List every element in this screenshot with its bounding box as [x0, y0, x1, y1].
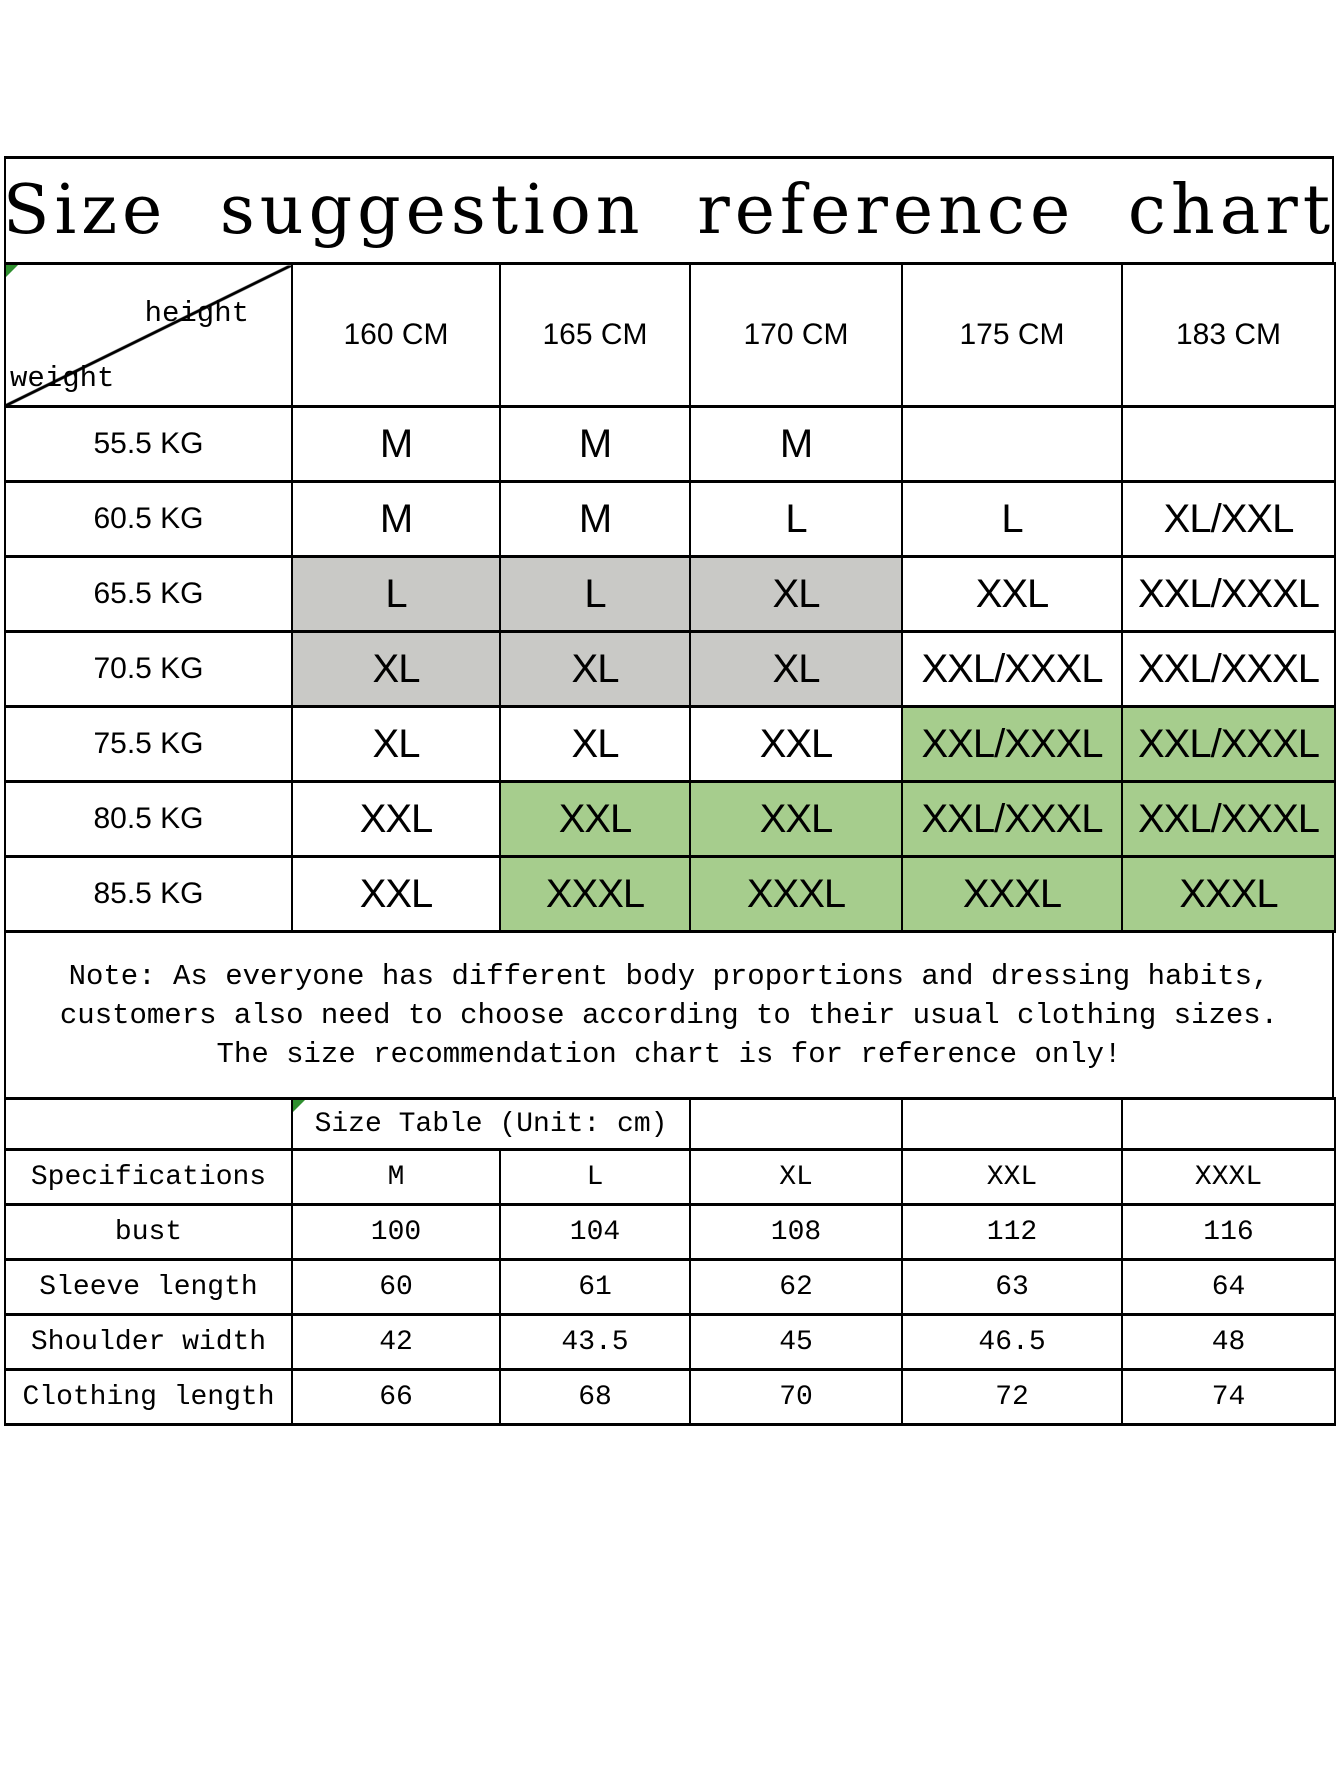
table-row — [5, 1370, 1335, 1425]
specifications-header: Specifications — [5, 1150, 292, 1205]
size-cell: M — [690, 407, 902, 482]
title-box — [4, 156, 1334, 262]
size-cell: XXXL — [902, 857, 1122, 932]
weight-row-header: 75.5 KG — [5, 707, 292, 782]
measurement-cell: 60 — [292, 1260, 500, 1315]
size-cell: XXL — [500, 782, 690, 857]
size-cell: XXL/XXXL — [902, 782, 1122, 857]
table-row — [5, 407, 1335, 482]
size-cell: XL/XXL — [1122, 482, 1335, 557]
size-cell: L — [292, 557, 500, 632]
size-cell: XXL/XXXL — [1122, 632, 1335, 707]
height-header: 183 CM — [1122, 264, 1335, 407]
size-cell — [902, 407, 1122, 482]
table-row — [5, 557, 1335, 632]
green-corner-marker-icon — [293, 1100, 305, 1112]
table-row — [5, 632, 1335, 707]
measurement-cell: 66 — [292, 1370, 500, 1425]
note-line: The size recommendation chart is for reference only! — [216, 1037, 1122, 1071]
size-cell: L — [690, 482, 902, 557]
size-col-header: L — [500, 1150, 690, 1205]
measurement-cell: 63 — [902, 1260, 1122, 1315]
height-header: 175 CM — [902, 264, 1122, 407]
corner-cell — [5, 264, 292, 407]
size-cell: M — [500, 482, 690, 557]
measurement-cell: 43.5 — [500, 1315, 690, 1370]
measurement-cell: 112 — [902, 1205, 1122, 1260]
weight-row-header: 60.5 KG — [5, 482, 292, 557]
size-cell: M — [292, 482, 500, 557]
size-col-header: XXL — [902, 1150, 1122, 1205]
note-box — [4, 933, 1334, 1097]
weight-row-header: 55.5 KG — [5, 407, 292, 482]
size-measurement-table — [4, 1097, 1336, 1426]
size-cell: XL — [292, 707, 500, 782]
measurement-cell: 74 — [1122, 1370, 1335, 1425]
empty-cell — [1122, 1099, 1335, 1150]
weight-row-header: 70.5 KG — [5, 632, 292, 707]
header-row — [5, 264, 1335, 407]
table-row — [5, 707, 1335, 782]
page-title: Size suggestion reference chart — [2, 171, 1336, 250]
measurement-cell: 46.5 — [902, 1315, 1122, 1370]
size-cell: XXXL — [1122, 857, 1335, 932]
size-cell: XXL/XXXL — [1122, 707, 1335, 782]
size-table-title-row — [5, 1099, 1335, 1150]
measurement-cell: 61 — [500, 1260, 690, 1315]
measurement-cell: 45 — [690, 1315, 902, 1370]
size-cell: L — [500, 557, 690, 632]
size-cell: XXL — [292, 857, 500, 932]
table-row — [5, 482, 1335, 557]
note-line: customers also need to choose according to their usual clothing sizes. — [59, 998, 1279, 1032]
size-cell: XL — [500, 632, 690, 707]
size-col-header: XL — [690, 1150, 902, 1205]
height-label: height — [144, 297, 249, 330]
measurement-cell: 64 — [1122, 1260, 1335, 1315]
table-row — [5, 1205, 1335, 1260]
height-header: 165 CM — [500, 264, 690, 407]
size-table-title-cell — [292, 1099, 690, 1150]
measurement-row-label: bust — [5, 1205, 292, 1260]
size-cell: XXL — [902, 557, 1122, 632]
size-header-row — [5, 1150, 1335, 1205]
measurement-cell: 68 — [500, 1370, 690, 1425]
table-row — [5, 1260, 1335, 1315]
size-cell: XXL/XXXL — [1122, 557, 1335, 632]
empty-cell — [690, 1099, 902, 1150]
size-cell: XXL — [292, 782, 500, 857]
size-cell: XXL/XXXL — [902, 707, 1122, 782]
green-corner-marker-icon — [6, 265, 18, 277]
measurement-cell: 42 — [292, 1315, 500, 1370]
measurement-cell: 104 — [500, 1205, 690, 1260]
weight-row-header: 85.5 KG — [5, 857, 292, 932]
size-col-header: XXXL — [1122, 1150, 1335, 1205]
measurement-cell: 70 — [690, 1370, 902, 1425]
measurement-cell: 72 — [902, 1370, 1122, 1425]
measurement-row-label: Sleeve length — [5, 1260, 292, 1315]
height-header: 170 CM — [690, 264, 902, 407]
size-suggestion-table — [4, 262, 1336, 933]
size-cell: XXL — [690, 707, 902, 782]
table-row — [5, 1315, 1335, 1370]
table-row — [5, 857, 1335, 932]
weight-label: weight — [10, 362, 115, 395]
weight-row-header: 80.5 KG — [5, 782, 292, 857]
size-cell: XL — [500, 707, 690, 782]
empty-cell — [5, 1099, 292, 1150]
height-header: 160 CM — [292, 264, 500, 407]
size-cell: XXL/XXXL — [1122, 782, 1335, 857]
size-cell: XXXL — [690, 857, 902, 932]
size-cell: XL — [690, 632, 902, 707]
size-cell: XL — [292, 632, 500, 707]
measurement-cell: 48 — [1122, 1315, 1335, 1370]
size-cell: M — [500, 407, 690, 482]
size-cell — [1122, 407, 1335, 482]
size-table-title: Size Table (Unit: cm) — [314, 1108, 668, 1140]
measurement-cell: 108 — [690, 1205, 902, 1260]
size-cell: XXL — [690, 782, 902, 857]
size-cell: XXL/XXXL — [902, 632, 1122, 707]
measurement-row-label: Clothing length — [5, 1370, 292, 1425]
measurement-cell: 62 — [690, 1260, 902, 1315]
size-cell: XL — [690, 557, 902, 632]
empty-cell — [902, 1099, 1122, 1150]
measurement-cell: 100 — [292, 1205, 500, 1260]
size-cell: M — [292, 407, 500, 482]
note-line: Note: As everyone has different body proportions and dressing habits, — [68, 959, 1270, 993]
weight-row-header: 65.5 KG — [5, 557, 292, 632]
measurement-cell: 116 — [1122, 1205, 1335, 1260]
size-cell: L — [902, 482, 1122, 557]
size-col-header: M — [292, 1150, 500, 1205]
measurement-row-label: Shoulder width — [5, 1315, 292, 1370]
size-cell: XXXL — [500, 857, 690, 932]
table-row — [5, 782, 1335, 857]
